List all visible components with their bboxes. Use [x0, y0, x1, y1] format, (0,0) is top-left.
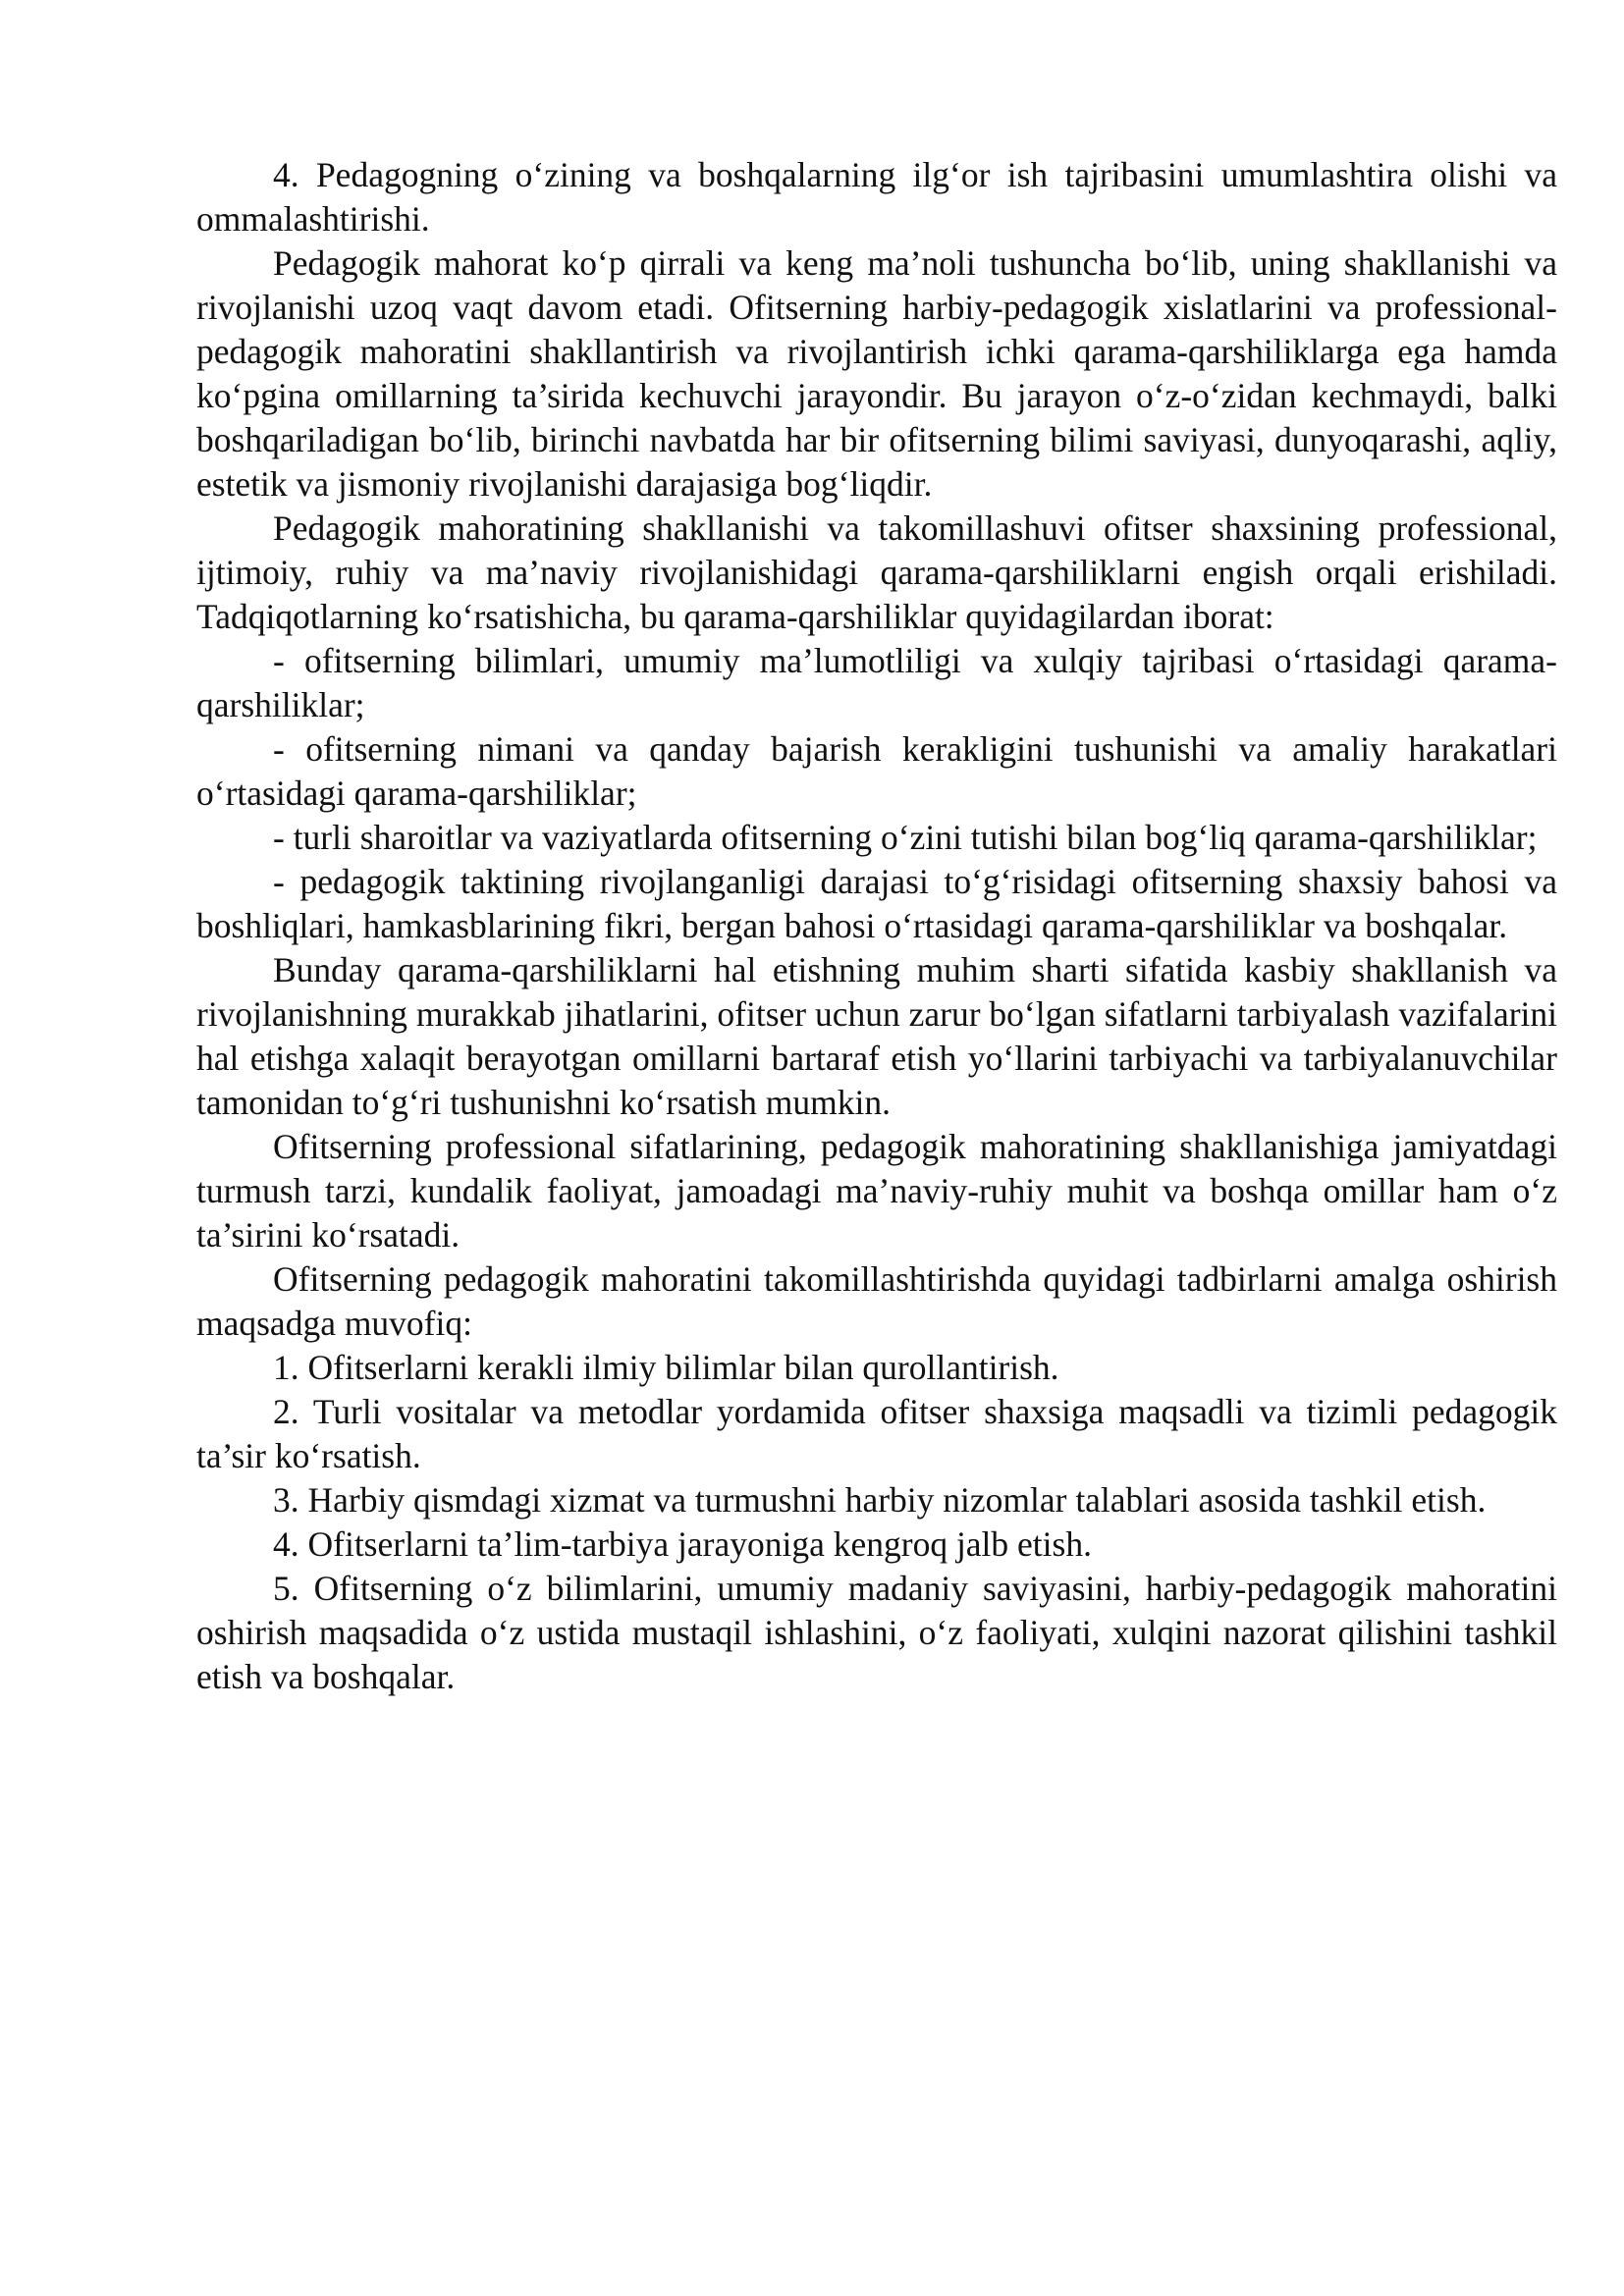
paragraph-influences: Ofitserning professional sifatlarining, pedagogik mahoratining shakllanishiga jamiyatdagi turmush tarzi, kundalik faoliyat, jamoadagi ma’naviy-ruhiy muhit va boshqa omillar ham o‘z ta’sirini ko‘rsatadi.: [196, 1127, 1557, 1255]
list-item-measure-5: 5. Ofitserning o‘z bilimlarini, umumiy madaniy saviyasini, harbiy-pedagogik mahoratini oshirish maqsadida o‘z ustida mustaqil ishlashini, o‘z faoliyati, xulqini nazorat qilishini tashkil etish va boshqalar.: [196, 1569, 1557, 1696]
list-item-measure-1: 1. Ofitserlarni kerakli ilmiy bilimlar bilan qurollantirish.: [273, 1348, 1059, 1387]
list-item-contradiction-3: - turli sharoitlar va vaziyatlarda ofitserning o‘zini tutishi bilan bog‘liq qarama-qarshiliklar;: [273, 818, 1538, 857]
document-page: [196, 153, 1557, 1699]
list-item-measure-4: 4. Ofitserlarni ta’lim-tarbiya jarayoniga kengroq jalb etish.: [273, 1524, 1092, 1564]
list-item-contradiction-2: - ofitserning nimani va qanday bajarish kerakligini tushunishi va amaliy harakatlari o‘rtasidagi qarama-qarshiliklar;: [196, 729, 1557, 813]
list-item-contradiction-4: - pedagogik taktining rivojlanganligi darajasi to‘g‘risidagi ofitserning shaxsiy bahosi va boshliqlari, hamkasblarining fikri, bergan bahosi o‘rtasidagi qarama-qarshiliklar va boshqalar.: [196, 862, 1557, 945]
paragraph-item-4: 4. Pedagogning o‘zining va boshqalarning ilg‘or ish tajribasini umumlashtira olishi va ommalashtirishi.: [196, 155, 1557, 239]
paragraph-formation: Pedagogik mahoratining shakllanishi va takomillashuvi ofitser shaxsining professional, ijtimoiy, ruhiy va ma’naviy rivojlanishidagi qarama-qarshiliklarni engish orqali erishiladi. Tadqiqotlarning ko‘rsatishicha, bu qarama-qarshiliklar quyidagilardan iborat:: [196, 508, 1557, 636]
paragraph-pedagogical-mastery: Pedagogik mahorat ko‘p qirrali va keng ma’noli tushuncha bo‘lib, uning shakllanishi va rivojlanishi uzoq vaqt davom etadi. Ofitserning harbiy-pedagogik xislatlarini va professional-pedagogik mahoratini shakllantirish va rivojlantirish ichki qarama-qarshiliklarga ega hamda ko‘pgina omillarning ta’sirida kechuvchi jarayondir. Bu jarayon o‘z-o‘zidan kechmaydi, balki boshqariladigan bo‘lib, birinchi navbatda har bir ofitserning bilimi saviyasi, dunyoqarashi, aqliy, estetik va jismoniy rivojlanishi darajasiga bog‘liqdir.: [196, 243, 1557, 504]
paragraph-resolution: Bunday qarama-qarshiliklarni hal etishning muhim sharti sifatida kasbiy shakllanish va rivojlanishning murakkab jihatlarini, ofitser uchun zarur bo‘lgan sifatlarni tarbiyalash vazifalarini hal etishga xalaqit berayotgan omillarni bartaraf etish yo‘llarini tarbiyachi va tarbiyalanuvchilar tamonidan to‘g‘ri tushunishni ko‘rsatish mumkin.: [196, 950, 1558, 1122]
list-item-measure-2: 2. Turli vositalar va metodlar yordamida ofitser shaxsiga maqsadli va tizimli pedagogik ta’sir ko‘rsatish.: [196, 1392, 1557, 1475]
list-item-measure-3: 3. Harbiy qismdagi xizmat va turmushni harbiy nizomlar talablari asosida tashkil etish.: [273, 1480, 1487, 1520]
paragraph-measures-intro: Ofitserning pedagogik mahoratini takomillashtirishda quyidagi tadbirlarni amalga oshirish maqsadga muvofiq:: [196, 1259, 1557, 1343]
list-item-contradiction-1: - ofitserning bilimlari, umumiy ma’lumotliligi va xulqiy tajribasi o‘rtasidagi qarama-qarshiliklar;: [196, 641, 1557, 724]
